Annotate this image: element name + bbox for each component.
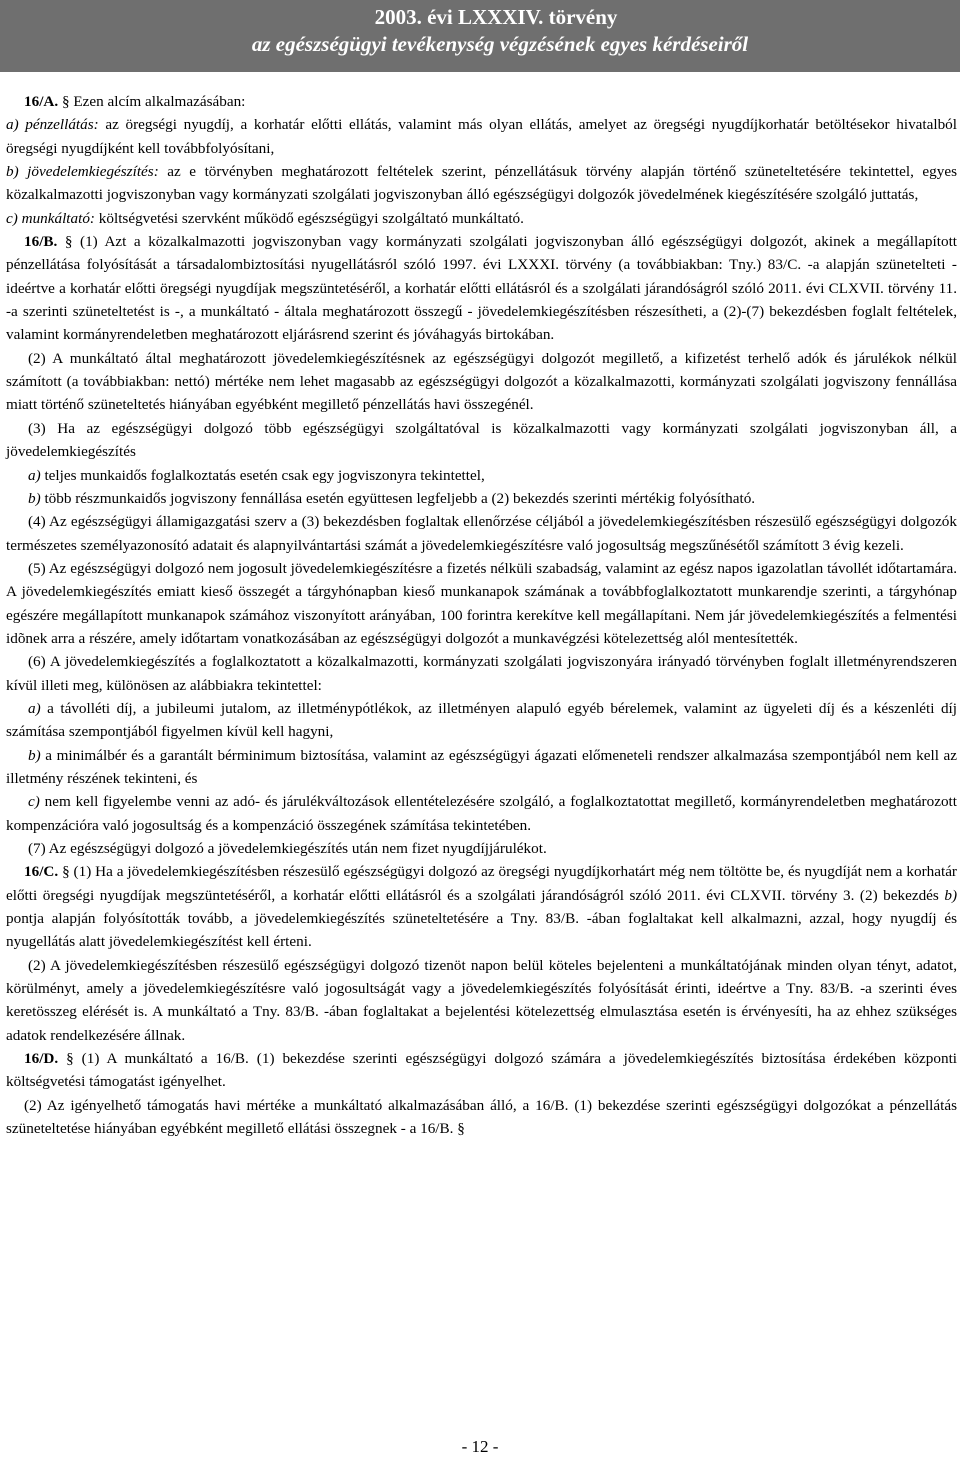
section-sign: § (62, 863, 70, 881)
section-16b-p7: (7) Az egészségügyi dolgozó a jövedelemkiegészítés után nem fizet nyugdíjjárulékot. (28, 840, 547, 857)
section-16c-p1: 16/C. § (1) Ha a jövedelemkiegészítésben részesülő egészségügyi dolgozó az öregségi nyugdíjkorhatárt még nem töltötte be, és nyugdíját nem a korhatár előtti öregségi nyugdíjak megszüntetéséről, a korhatár előtti ellátásról és a szolgálati járandóságról szóló 2011. évi CLXVII. törvény 3. (2) bekezdés b) pontja alapján folyósították tovább, a jövedelemkiegészítés szüneteltetésére a Tny. 83/B. -ában foglaltakat kell alkalmazni, azzal, hogy nyugdíj és nyugellátás alatt jövedelemkiegészítést kell érteni. (6, 863, 957, 951)
page-number: - 12 - (461, 1437, 499, 1456)
section-16b-p6b: b) a minimálbér és a garantált bérminimum biztosítása, valamint az egészségügyi ágazati előmeneteli rendszer alkalmazása szempontjából nem kell az illetmény részének tekinteni, és (6, 746, 957, 787)
section-16a-b: b) jövedelemkiegészítés: az e törvényben meghatározott feltételek szerint, pénzellátásuk törvény alapján történő szüneteltetésére tekintettel, egyes közalkalmazotti jogviszonyban vagy kormányzati szolgálati jogviszonyban álló egészségügyi dolgozók jövedelmének kiegészítésére szolgáló juttatás, (6, 163, 957, 204)
section-16b-p3a: a) teljes munkaidős foglalkoztatás esetén csak egy jogviszonyra tekintettel, (28, 466, 485, 484)
section-sign: § (61, 93, 70, 110)
section-16b-p2: (2) A munkáltató által meghatározott jövedelemkiegészítésnek az egészségügyi dolgozót megillető, a kifizetést terhelő adók és járulékok nélkül számított (a továbbiakban: nettó) mértéke nem lehet magasabb az egészségügyi dolgozót a közalkalmazotti, kormányzati szolgálati jogviszony fennállása miatt történő szüneteltetés hiányában egyébként megillető pénzellátás havi összegénél. (6, 349, 957, 414)
section-16d-p1: 16/D. § (1) A munkáltató a 16/B. (1) bekezdése szerinti egészségügyi dolgozó számára a jövedelemkiegészítés biztosítása érdekében központi költségvetési támogatást igényelhet. (6, 1050, 958, 1091)
section-number: 16/C. (24, 863, 59, 881)
law-subtitle: az egészségügyi tevékenység végzésének egyes kérdéseiről (251, 32, 749, 56)
section-number: 16/B. (24, 233, 58, 251)
section-number: 16/D. (24, 1050, 59, 1068)
section-16c-p2: (2) A jövedelemkiegészítésben részesülő egészségügyi dolgozó tizenöt napon belül köteles bejelenteni a munkáltatójának minden olyan tényt, adatot, körülményt, amely a jövedelemkiegészítésre való jogosultságát vagy a jövedelemkiegészítés folyósítását érinti, ideértve a Tny. 83/B. -a szerinti éves keretösszeg elérését is. A munkáltató a Tny. 83/B. -ában foglaltakat a bejelentési kötelezettség elmulasztása esetén is érvényesíti, ha az ehhez szükséges adatok rendelkezésére állnak. (6, 956, 957, 1044)
section-16a-a: a) pénzellátás: az öregségi nyugdíj, a korhatár előtti ellátás, valamint más olyan ellátás, amelyet az öregségi nyugdíjkorhatár betöltésekor hivatalból öregségi nyugdíjként kell továbbfolyósítani, (6, 116, 957, 157)
section-16a-c: c) munkáltató: költségvetési szervként működő egészségügyi szolgáltató munkáltató. (6, 209, 524, 227)
section-16b-p6c: c) nem kell figyelembe venni az adó- és járulékváltozások ellentételezésére szolgáló, a foglalkoztatottat megillető, kormányrendeletben meghatározott kompenzációra való jogosultság és a kompenzáció összegének számítása tekintetében. (6, 793, 957, 834)
section-16a-intro: 16/A. § Ezen alcím alkalmazásában: (24, 93, 246, 110)
section-16b-p3: (3) Ha az egészségügyi dolgozó több egészségügyi szolgáltatóval is közalkalmazotti vagy kormányzati szolgálati jogviszonyban áll, a jövedelemkiegészítés (6, 419, 957, 461)
section-16b-p6a: a) a távolléti díj, a jubileumi jutalom, az illetménypótlékok, az illetményen alapuló egyéb bérelemek, valamint az ügyeleti díj és a készenléti díj számítása szempontjából figyelmen kívül kell hagyni, (6, 699, 957, 741)
section-sign: § (66, 1050, 74, 1068)
section-number: 16/A. (24, 93, 59, 110)
section-16b-p3b: b) több részmunkaidős jogviszony fennállása esetén együttesen legfeljebb a (2) bekezdés szerinti mértékig folyósítható. (28, 489, 756, 507)
law-title: 2003. évi LXXXIV. törvény (374, 5, 618, 29)
document-body (6, 90, 957, 1140)
section-16b-p1: 16/B. § (1) Azt a közalkalmazotti jogviszonyban vagy kormányzati szolgálati jogviszonyban álló egészségügyi dolgozót, akinek a megállapított pénzellátása folyósítását a társadalombiztosítási nyugellátásról szóló 1997. évi LXXXI. törvény (a továbbiakban: Tny.) 83/C. -a alapján szünetelteti - ideértve a korhatár előtti öregségi nyugdíjak megszüntetéséről, a korhatár előtti ellátásról és a szolgálati járandóságról szóló 2011. évi CLXVII. törvény 11. -a szerinti szüneteltetést is -, a munkáltató - általa meghatározott összegű - jövedelemkiegészítésben részesítheti, a (2)-(7) bekezdésben foglalt feltételek, valamint kormányrendeletben meghatározott eljárásrend szerint és jóváhagyás birtokában. (6, 233, 958, 344)
section-16b-p4: (4) Az egészségügyi államigazgatási szerv a (3) bekezdésben foglaltak ellenőrzése céljából a jövedelemkiegészítésben részesülő egészségügyi dolgozók természetes személyazonosító adatait és alapnyilvántartási számát a jövedelemkiegészítésre való jogosultság megszűnésétől számított 3 évig kezeli. (6, 513, 957, 554)
section-16b-p6: (6) A jövedelemkiegészítés a foglalkoztatott a közalkalmazotti, kormányzati szolgálati jogviszonyára irányadó törvényben foglalt illetményrendszeren kívül illeti meg, különösen az alábbiakra tekintettel: (6, 653, 957, 694)
section-sign: § (457, 1120, 465, 1138)
section-16b-p5: (5) Az egészségügyi dolgozó nem jogosult jövedelemkiegészítésre a fizetés nélküli szabadság, valamint az egész napos igazolatlan távollét időtartamára. A jövedelemkiegészítés emiatt kieső összegét a tárgyhónapban kieső munkanapok számának a továbbfoglalkoztatott munkarendje szerinti, a tárgyhónap egészére megállapított munkanapok számához viszonyított arányában, 100 forintra kerekítve kell megállapítani. Nem jár jövedelemkiegészítés a felmentési idõnek arra a részére, amely időtartam vonatkozásában az egészségügyi dolgozót a munkavégzési kötelezettség alól mentesítették. (6, 559, 957, 647)
section-sign: § (64, 233, 73, 251)
section-16d-p2: (2) Az igényelhető támogatás havi mértéke a munkáltató alkalmazásában álló, a 16/B. (1) bekezdése szerinti egészségügyi dolgozókat a pénzellátás szüneteltetése hiányában egyébként megillető ellátási összegnek - a 16/B. § (6, 1096, 957, 1138)
page-header (0, 0, 960, 72)
